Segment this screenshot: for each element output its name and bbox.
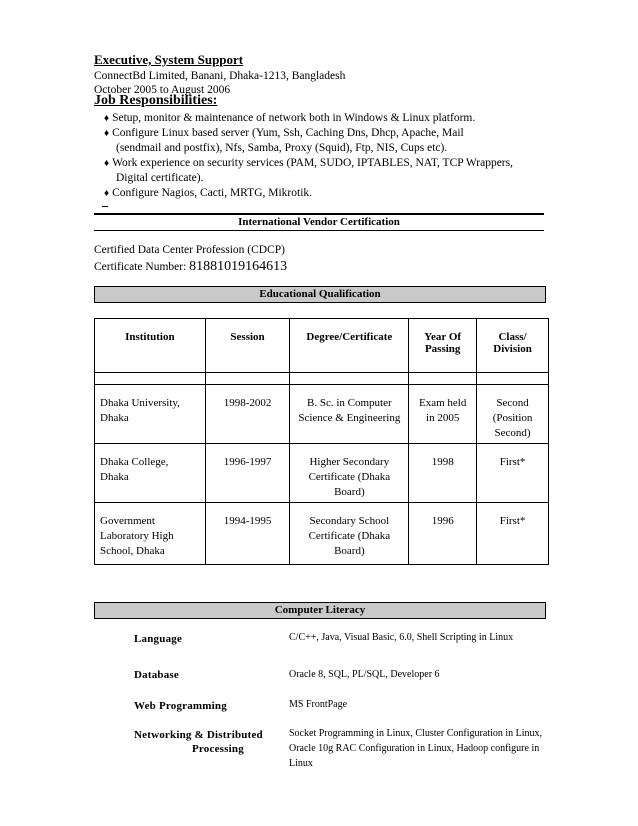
column-header: Institution (95, 319, 206, 373)
list-item: ♦ Setup, monitor & maintenance of network both in Windows & Linux platform. (104, 112, 476, 124)
diamond-bullet-icon: ♦ (104, 158, 110, 169)
column-header: Degree/Certificate (290, 319, 409, 373)
list-item: ♦ Configure Linux based server (Yum, Ssh, Caching Dns, Dhcp, Apache, Mail (sendmail and postfix), Nfs, Samba, Proxy (Squid), Ftp, NIS, Cups etc). (104, 127, 464, 154)
table-row: Dhaka University, Dhaka 1998-2002 B. Sc. in Computer Science & Engineering Exam held in 2005 Second (Position Second) (95, 385, 549, 444)
job-title: Executive, System Support (94, 52, 244, 67)
table-header-row (95, 319, 549, 373)
table-spacer-row (95, 373, 549, 385)
job-period: October 2005 to August 2006 (94, 84, 231, 96)
responsibilities-list (104, 111, 564, 201)
skill-value-database: Oracle 8, SQL, PL/SQL, Developer 6 (289, 669, 440, 680)
diamond-bullet-icon: ♦ (104, 113, 110, 124)
certificate-number-label: Certificate Number: (94, 261, 187, 273)
skill-label-database: Database (134, 669, 179, 681)
skill-value-web-programming: MS FrontPage (289, 699, 348, 710)
diamond-bullet-icon: ♦ (104, 188, 110, 199)
divider (102, 206, 108, 207)
skill-value-networking: Socket Programming in Linux, Cluster Configuration in Linux, Oracle 10g RAC Configuration in Linux, Hadoop configure in Linux (289, 728, 543, 769)
computer-literacy-heading: Computer Literacy (94, 602, 546, 619)
certification-heading: International Vendor Certification (94, 213, 544, 231)
education-table (94, 318, 549, 565)
table-row: Government Laboratory High School, Dhaka 1994-1995 Secondary School Certificate (Dhaka Board) 1996 First* (95, 503, 549, 565)
skill-value-language: C/C++, Java, Visual Basic, 6.0, Shell Scripting in Linux (289, 632, 514, 643)
job-company: ConnectBd Limited, Banani, Dhaka-1213, Bangladesh (94, 70, 346, 82)
certification-name: Certified Data Center Profession (CDCP) (94, 244, 285, 256)
certificate-number-value: 81881019164613 (189, 259, 288, 274)
certificate-number-row (94, 259, 287, 275)
list-item: ♦ Work experience on security services (PAM, SUDO, IPTABLES, NAT, TCP Wrappers, Digital certificate). (104, 157, 513, 184)
column-header: Session (205, 319, 290, 373)
list-item: ♦ Configure Nagios, Cacti, MRTG, Mikrotik. (104, 187, 313, 199)
column-header: Class/ Division (477, 319, 549, 373)
skill-label-networking: Networking & Distributed (134, 729, 263, 741)
skill-label-language: Language (134, 633, 183, 645)
education-heading: Educational Qualification (94, 286, 546, 303)
table-row: Dhaka College, Dhaka 1996-1997 Higher Secondary Certificate (Dhaka Board) 1998 First* (95, 444, 549, 503)
column-header: Year Of Passing (409, 319, 477, 373)
diamond-bullet-icon: ♦ (104, 128, 110, 139)
responsibilities-heading: Job Responsibilities: (94, 93, 218, 108)
skill-label-web-programming: Web Programming (134, 700, 227, 712)
skill-label-processing: Processing (192, 743, 244, 755)
